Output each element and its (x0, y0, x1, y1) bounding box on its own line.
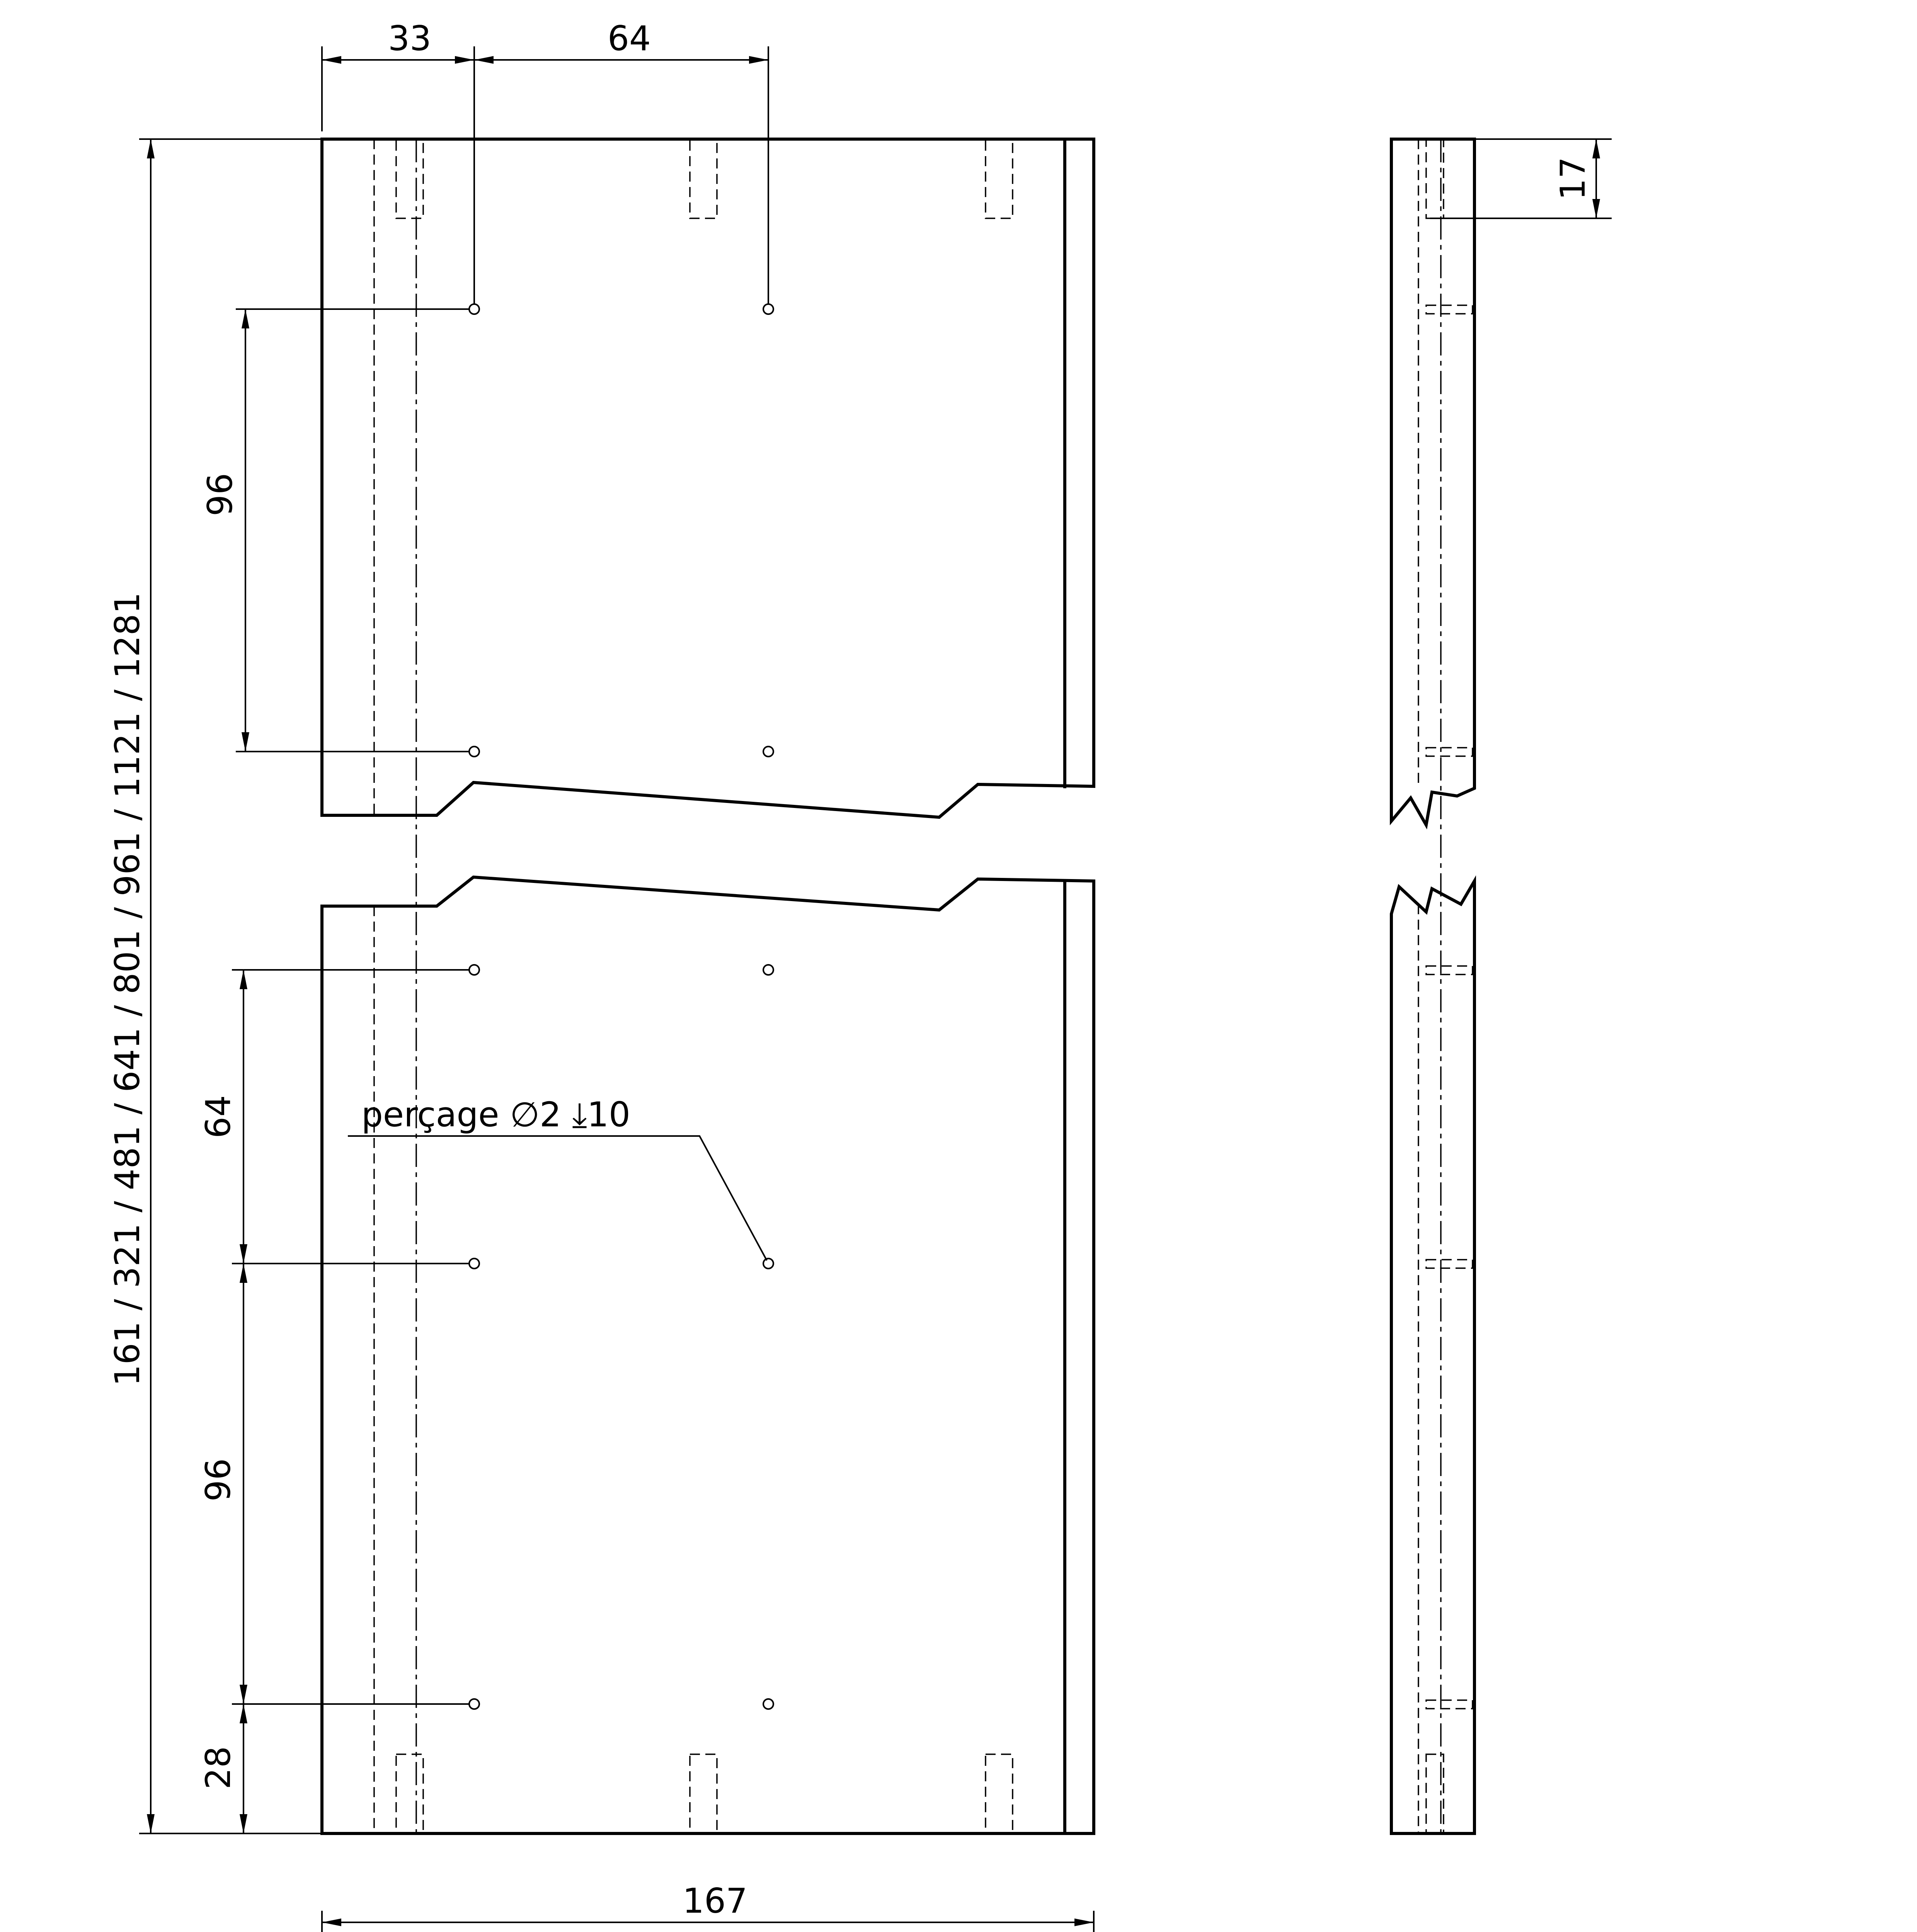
side-view (1391, 139, 1612, 1833)
side-view-upper-outline (1391, 139, 1474, 825)
side-view-lower-outline (1391, 881, 1474, 1833)
dim-64-lower: 64 (198, 1095, 238, 1138)
front-view-lower-outline (322, 877, 1094, 1833)
side-drill-holes (1426, 305, 1473, 1709)
front-view (107, 19, 1094, 1833)
drill-note: perçage ∅2 ⤓10 (361, 1095, 631, 1134)
dim-28: 28 (198, 1746, 238, 1789)
dim-64-top: 64 (608, 19, 651, 58)
dim-overall-height: 161 / 321 / 481 / 641 / 801 / 961 / 1121 / 1281 (107, 592, 147, 1386)
dim-33: 33 (388, 19, 431, 58)
drill-holes (469, 304, 773, 1709)
dim-96-upper: 96 (200, 473, 240, 516)
dim-96-lower: 96 (198, 1458, 238, 1502)
dim-17: 17 (1553, 157, 1593, 200)
front-view-upper-outline (322, 139, 1094, 817)
section-view (121, 1881, 1206, 1932)
dim-167: 167 (683, 1881, 747, 1921)
